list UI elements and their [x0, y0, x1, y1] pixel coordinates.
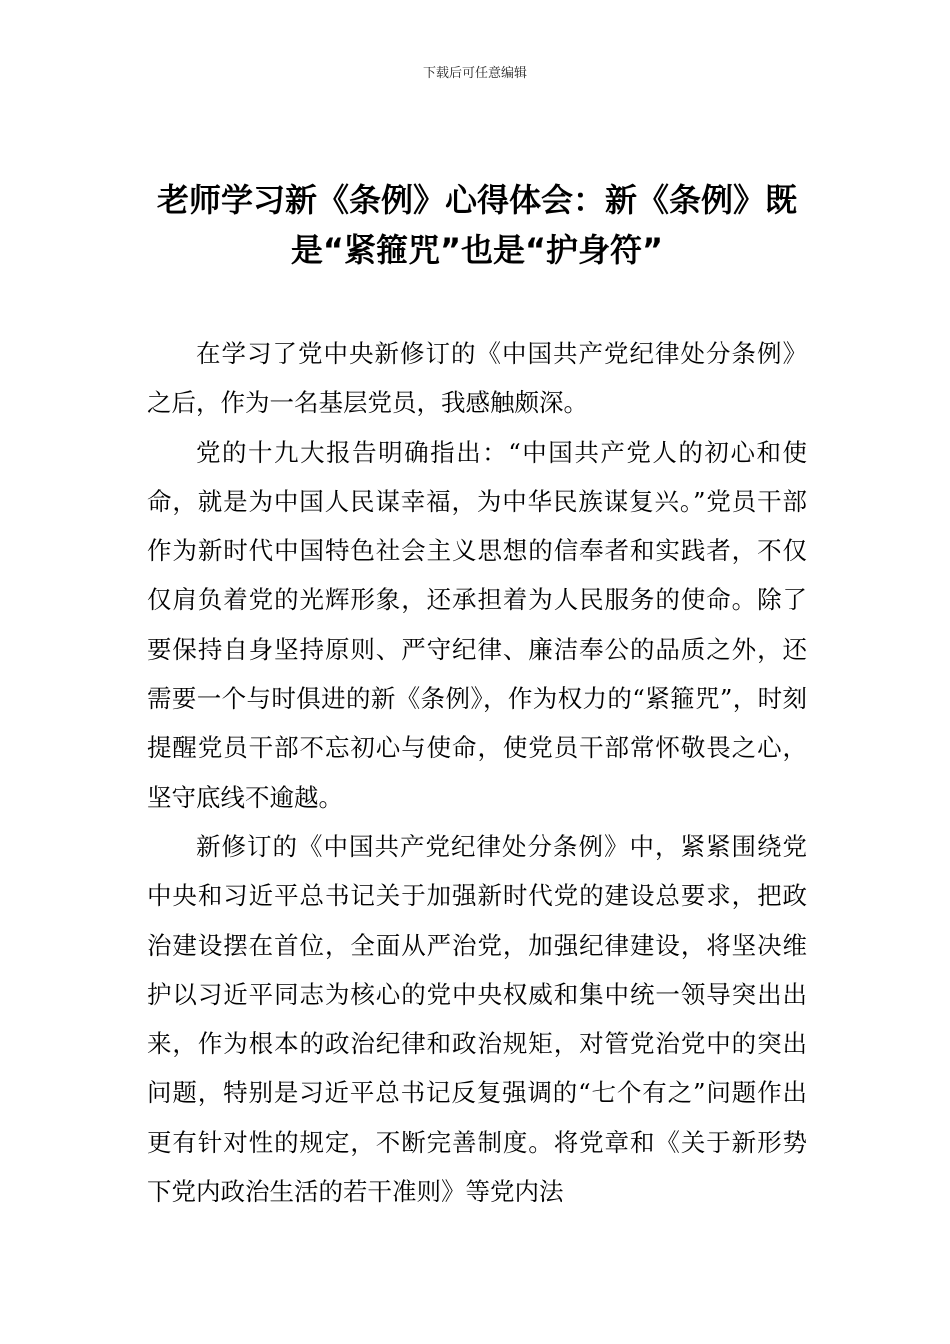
header-note: 下载后可任意编辑 — [422, 66, 527, 81]
document-title: 老师学习新《条例》心得体会：新《条例》既是“紧箍咒”也是“护身符” — [156, 181, 797, 269]
paragraph-2: 党的十九大报告明确指出：“中国共产党人的初心和使命，就是为中国人民谋幸福，为中华民族谋复兴。”党员干部作为新时代中国特色社会主义思想的信奉者和实践者，不仅仅肩负着党的光辉形象，还承担着为人民服务的使命。除了要保持自身坚持原则、严守纪律、廉洁奉公的品质之外，还需要一个与时俱进的新《条例》，作为权力的“紧箍咒”，时刻提醒党员干部不忘初心与使命，使党员干部常怀敬畏之心，坚守底线不逾越。 — [147, 437, 807, 812]
paragraph-1: 在学习了党中央新修订的《中国共产党纪律处分条例》之后，作为一名基层党员，我感触颇深。 — [147, 339, 807, 418]
document-body — [147, 329, 807, 1216]
paragraph-3: 新修订的《中国共产党纪律处分条例》中，紧紧围绕党中央和习近平总书记关于加强新时代党的建设总要求，把政治建设摆在首位，全面从严治党，加强纪律建设，将坚决维护以习近平同志为核心的党中央权威和集中统一领导突出出来，作为根本的政治纪律和政治规矩，对管党治党中的突出问题，特别是习近平总书记反复强调的“七个有之”问题作出更有针对性的规定，不断完善制度。将党章和《关于新形势下党内政治生活的若干准则》等党内法 — [147, 831, 807, 1207]
